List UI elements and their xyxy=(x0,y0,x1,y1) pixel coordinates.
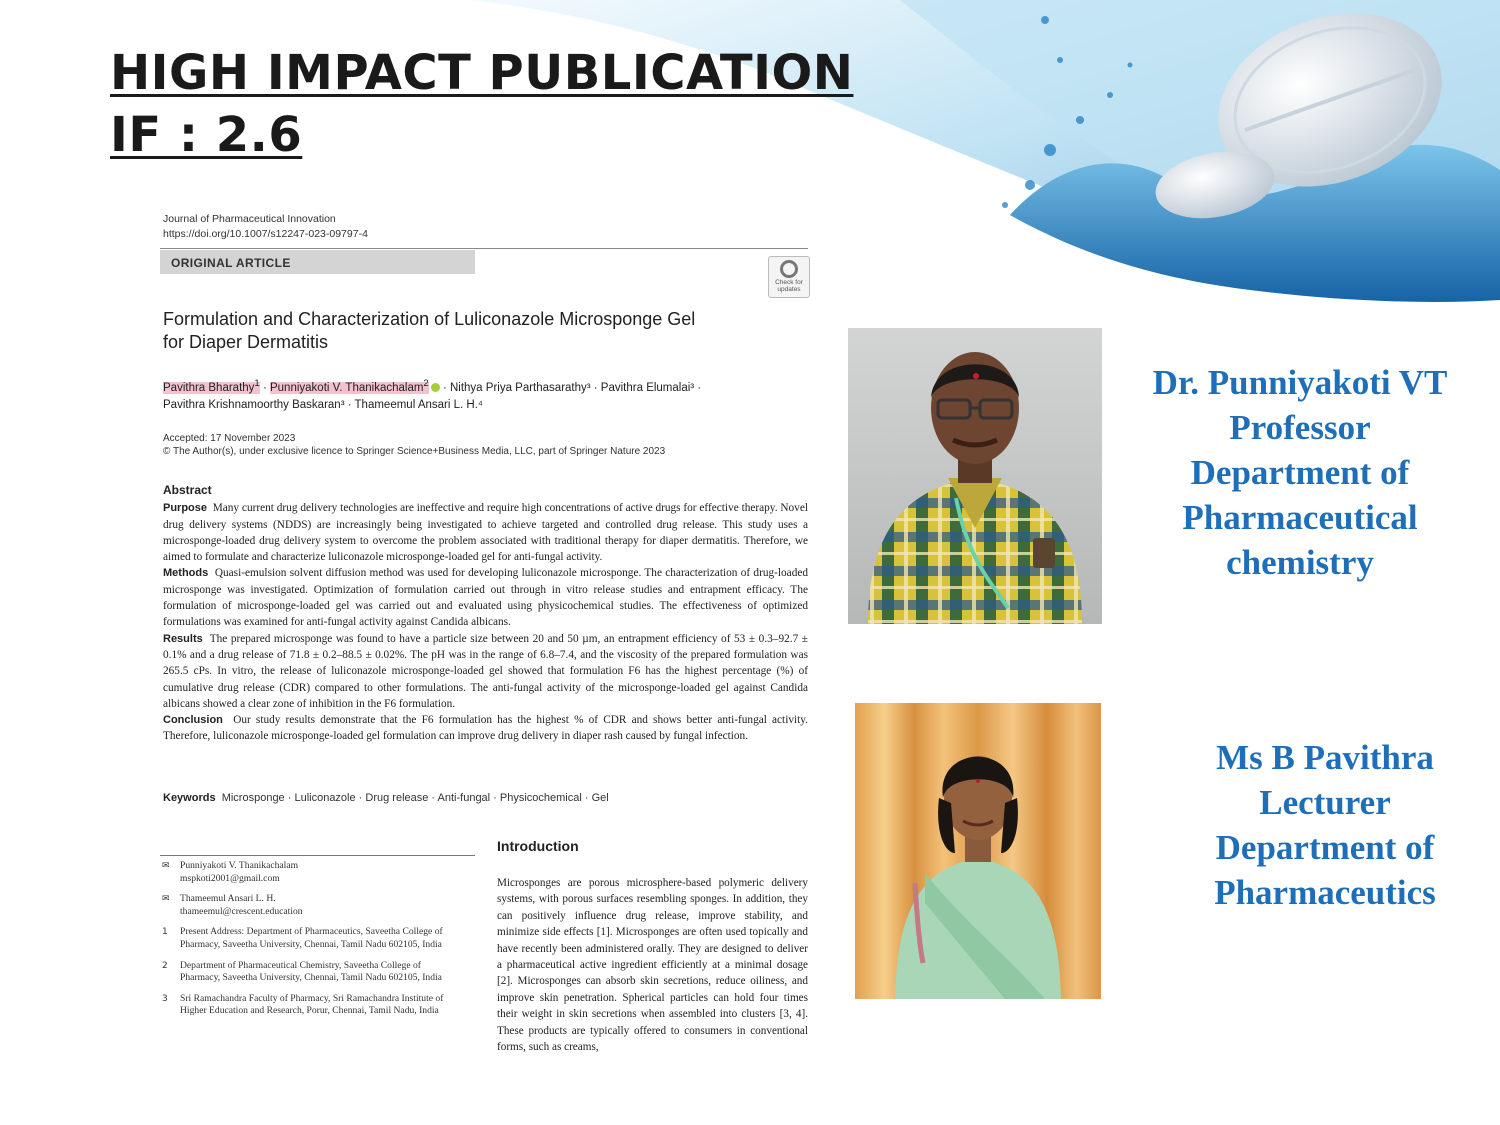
affiliation-mark: 3 xyxy=(162,993,168,1004)
section-text: Many current drug delivery technologies are ineffective and require high concentrations of active drugs for effective therapy. Novel drug delivery systems (NDDS) are increasingly being investigated to achieve targeted and controlled drug release. This study uses a microsponge-loaded drug delivery system to overcome the problem associated with traditional therapy for diaper dermatitis. Therefore, we aimed to formulate and characterize luliconazole microsponge-loaded gel for anti-fungal activity. xyxy=(163,502,808,564)
section-text: The prepared microsponge was found to have a particle size between 20 and 50 µm, an entrapment efficiency of 53 ± 0.3–92.7 ± 0.1% and a drug release of 71.8 ± 0.2–88.5 ± 0.02%. The pH was in the range of 6.8–7.4, and the viscosity of the prepared formulation was 265.5 cPs. In vitro, the release of luliconazole microsponge-loaded gel showed that formulation F6 has the highest percentage (%) of cumulative drug release (CDR) compared to other formulations. The anti-fungal activity of the microsponge-loaded gel against Candida albicans showed a clear zone of inhibition in the F6 formulation. xyxy=(163,632,808,710)
email-address[interactable]: mspkoti2001@gmail.com xyxy=(180,872,280,884)
copyright: © The Author(s), under exclusive licence to Springer Science+Business Media, LLC, part of Springer Nature 2023 xyxy=(163,446,666,457)
slide-title-line-2: IF : 2.6 xyxy=(110,107,303,163)
affiliation-line: Present Address: Department of Pharmaceutics, Saveetha College of Pharmacy, Saveetha University, Chennai, Tamil Nadu 602105, India xyxy=(180,926,443,950)
publication-info xyxy=(163,432,665,458)
article-title-line-1: Formulation and Characterization of Luliconazole Microsponge Gel xyxy=(163,309,696,329)
person-role: Professor xyxy=(1229,408,1371,447)
section-label: Conclusion xyxy=(163,714,223,727)
check-for-updates-label: Check for updates xyxy=(775,279,803,293)
photo-dr-punniyakoti xyxy=(848,328,1102,624)
introduction-text: Microsponges are porous microsphere-based polymeric delivery systems, with porous surfaces resembling sponges. In addition, they can positively influence drug release, improve stability, and minimize side effects [1]. Microsponges are often used topically and have recently been administered orally. They are designed to deliver a pharmaceutical active ingredient efficiently at a minimal dosage [2]. Microsponges can absorb skin secretions, reduce oiliness, and improve skin penetration. Spherical particles can hold four times their weight in skin secretions when assembled into clusters [3, 4]. These products are typically offered to consumers in conventional forms, such as creams, xyxy=(497,877,808,1054)
affiliation-line: Thameemul Ansari L. H. xyxy=(180,893,276,905)
person-name: Ms B Pavithra xyxy=(1216,738,1434,777)
accepted-date: Accepted: 17 November 2023 xyxy=(163,433,296,444)
check-for-updates-icon xyxy=(780,260,798,278)
affiliation-line: Department of Pharmaceutical Chemistry, Saveetha College of Pharmacy, Saveetha University, Chennai, Tamil Nadu 602105, India xyxy=(180,959,442,984)
photo-ms-pavithra xyxy=(855,703,1101,999)
orcid-icon[interactable] xyxy=(431,383,440,392)
paper-screenshot xyxy=(150,200,848,1075)
person-card-lecturer xyxy=(1170,735,1480,915)
check-for-updates-button[interactable] xyxy=(768,256,810,298)
affiliation-mark: 2 xyxy=(162,960,168,971)
abstract-methods xyxy=(163,565,808,630)
author-list: Pavithra Bharathy$^1$ · Punniyakoti V. Thanikachalam$^2$ · Nithya Priya Parthasarathy³ · Pavithra Elumalai³ · Pavithra Krishnamoorthy Baskaran³ · Thameemul Ansari L. H.⁴ xyxy=(163,375,813,414)
abstract-results xyxy=(163,631,808,712)
affiliation-item xyxy=(162,860,462,885)
author-highlighted-1 xyxy=(163,378,260,394)
abstract-conclusion xyxy=(163,712,808,745)
journal-name: Journal of Pharmaceutical Innovation xyxy=(163,213,336,225)
author-sup: 2 xyxy=(423,378,429,389)
slide-title xyxy=(110,42,853,166)
article-type: ORIGINAL ARTICLE xyxy=(171,256,291,270)
author-sup: 1 xyxy=(254,378,260,389)
email-address[interactable]: thameemul@crescent.education xyxy=(180,905,303,917)
person-card-professor xyxy=(1130,360,1470,585)
abstract-heading: Abstract xyxy=(163,483,212,497)
person-name: Dr. Punniyakoti VT xyxy=(1152,363,1448,402)
person-department-line: Department of xyxy=(1190,453,1410,492)
affiliations xyxy=(162,860,462,1026)
affiliation-mark: 1 xyxy=(162,927,168,938)
section-label: Methods xyxy=(163,567,209,580)
section-text: Quasi-emulsion solvent diffusion method was used for developing luliconazole microsponge. The characterization of drug-loaded microsponge was investigated. Optimization of formulation carried out through in vitro release studies and entrapment efficacy. The formulation of microsponge-loaded gel was carried out and evaluated using physicochemical studies. The effectiveness of optimized formulations was examined for anti-fungal activity against Candida albicans. xyxy=(163,567,809,629)
affiliation-line: Sri Ramachandra Faculty of Pharmacy, Sri Ramachandra Institute of Higher Education and Research, Porur, Chennai, Tamil Nadu, India xyxy=(180,992,444,1017)
author-names-line-2: Pavithra Krishnamoorthy Baskaran³ · Thameemul Ansari L. H.⁴ xyxy=(163,398,483,411)
divider xyxy=(160,855,475,856)
introduction-heading: Introduction xyxy=(497,838,579,854)
person-department-line: Pharmaceutics xyxy=(1214,873,1436,912)
section-label: Results xyxy=(163,632,203,645)
divider xyxy=(160,248,808,249)
email-icon: ✉ xyxy=(162,861,170,871)
journal-header xyxy=(163,212,368,242)
section-text: Our study results demonstrate that the F6 formulation has the highest % of CDR and shows better anti-fungal activity. Therefore, luliconazole microsponge-loaded gel formulation can improve drug delivery in diaper rash caused by fungal infection. xyxy=(163,714,808,743)
keywords-text: Microsponge · Luliconazole · Drug release · Anti-fungal · Physicochemical · Gel xyxy=(221,792,609,804)
keywords xyxy=(163,792,609,804)
keywords-label: Keywords xyxy=(163,792,216,804)
abstract-purpose xyxy=(163,500,808,565)
article-title xyxy=(163,308,763,354)
person-department-line: Pharmaceutical xyxy=(1182,498,1418,537)
person-role: Lecturer xyxy=(1259,783,1391,822)
doi-link[interactable]: https://doi.org/10.1007/s12247-023-09797-4 xyxy=(163,228,368,240)
article-title-line-2: for Diaper Dermatitis xyxy=(163,332,329,352)
abstract xyxy=(163,482,808,745)
affiliation-item xyxy=(162,926,462,951)
affiliation-item xyxy=(162,993,462,1018)
author-name: Pavithra Bharathy xyxy=(163,381,255,394)
affiliation-item xyxy=(162,960,462,985)
author-name: Punniyakoti V. Thanikachalam xyxy=(269,381,424,394)
affiliation-item xyxy=(162,893,462,918)
section-label: Purpose xyxy=(163,502,208,515)
author-names-rest: · Nithya Priya Parthasarathy³ · Pavithra Elumalai³ · xyxy=(442,381,702,394)
affiliation-line: Punniyakoti V. Thanikachalam xyxy=(180,860,299,871)
person-department-line: chemistry xyxy=(1226,543,1374,582)
email-icon: ✉ xyxy=(162,894,170,905)
slide-title-line-1: HIGH IMPACT PUBLICATION xyxy=(110,45,854,101)
person-department-line: Department of xyxy=(1215,828,1435,867)
author-highlighted-2 xyxy=(269,378,429,394)
